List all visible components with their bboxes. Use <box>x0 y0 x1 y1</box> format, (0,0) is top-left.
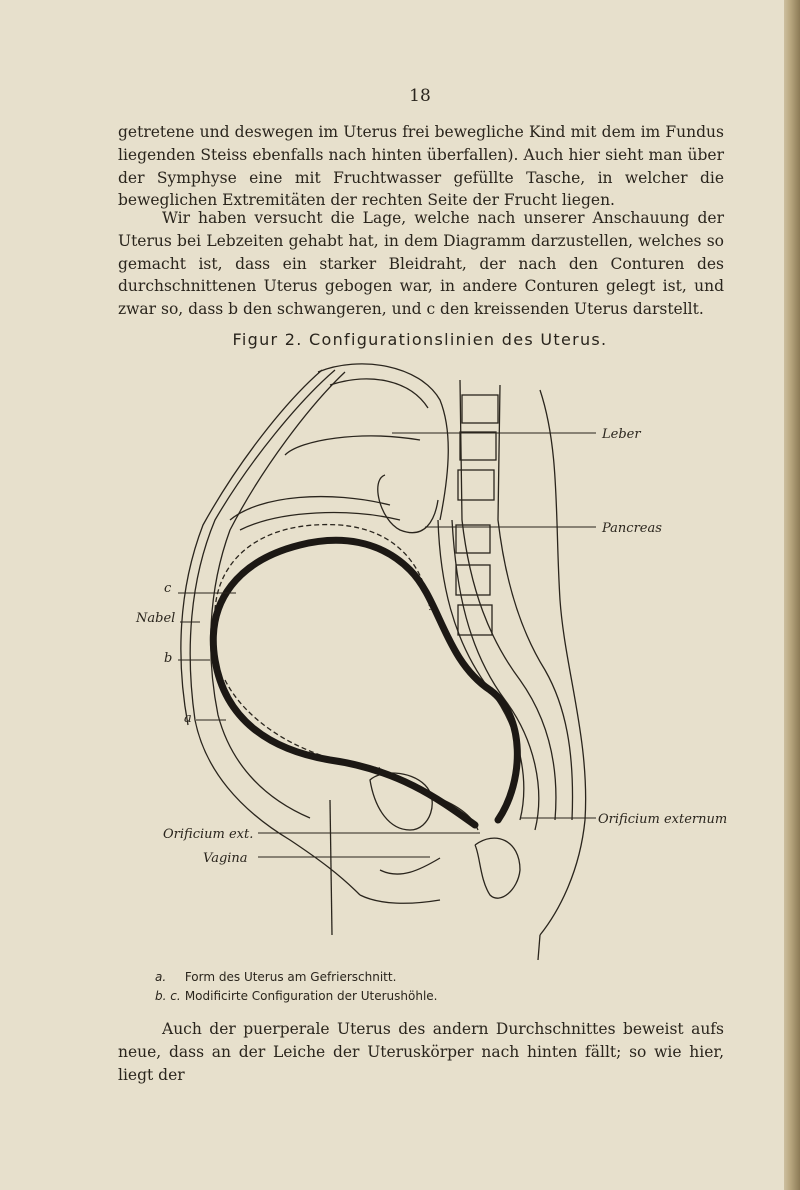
caption-line-a <box>155 968 438 987</box>
label-orificium-externum: Orificium externum <box>598 812 728 827</box>
figure-title: Figur 2. Configurationslinien des Uterus. <box>232 330 608 349</box>
label-orificium-ext: Orificium ext. <box>163 827 254 842</box>
paragraph-3 <box>118 1018 724 1086</box>
body-outline <box>181 364 586 960</box>
leader-lines <box>178 433 596 857</box>
paragraph-3-text: Auch der puerperale Uterus des andern Durchschnittes beweist aufs neue, dass an der Leiche der Uteruskörper nach hinten fällt; so wie hier, liegt der <box>118 1020 724 1084</box>
paragraph-1-text: getretene und deswegen im Uterus frei bewegliche Kind mit dem im Fundus liegenden Steiss ebenfalls nach hinten überfallen). Auch hier sieht man über der Symphyse eine mit Fruchtwasser gefüllte Tasche, in welcher die beweglichen Extremitäten der rechten Seite der Frucht liegen. <box>118 123 724 210</box>
label-leber: Leber <box>602 427 641 442</box>
caption-line-bc <box>155 987 438 1006</box>
label-b: b <box>164 651 173 666</box>
paragraph-2-text: Wir haben versucht die Lage, welche nach unserer Anschauung der Uterus bei Lebzeiten gehabt hat, in dem Diagramm darzustellen, welches so gemacht ist, dass ein starker Bleidraht, der nach den Conturen des durchschnittenen Uterus gebogen war, in andere Conturen gelegt ist, und zwar so, dass b den schwangeren, und c den kreissenden Uterus darstellt. <box>118 209 724 319</box>
uterus-line-c <box>213 540 517 825</box>
page-number: 18 <box>409 86 431 106</box>
caption-text-a: Form des Uterus am Gefrierschnitt. <box>184 970 397 984</box>
label-c: c <box>164 581 172 596</box>
label-vagina: Vagina <box>203 851 248 866</box>
label-pancreas: Pancreas <box>602 521 662 536</box>
label-nabel: Nabel <box>136 611 176 626</box>
caption-key-bc: b. c. <box>155 989 181 1003</box>
caption-key-a: a. <box>155 970 167 984</box>
caption-text-bc: Modificirte Configuration der Uterushöhle. <box>184 989 438 1003</box>
label-a: a <box>184 711 192 726</box>
figure-caption <box>155 968 438 1006</box>
